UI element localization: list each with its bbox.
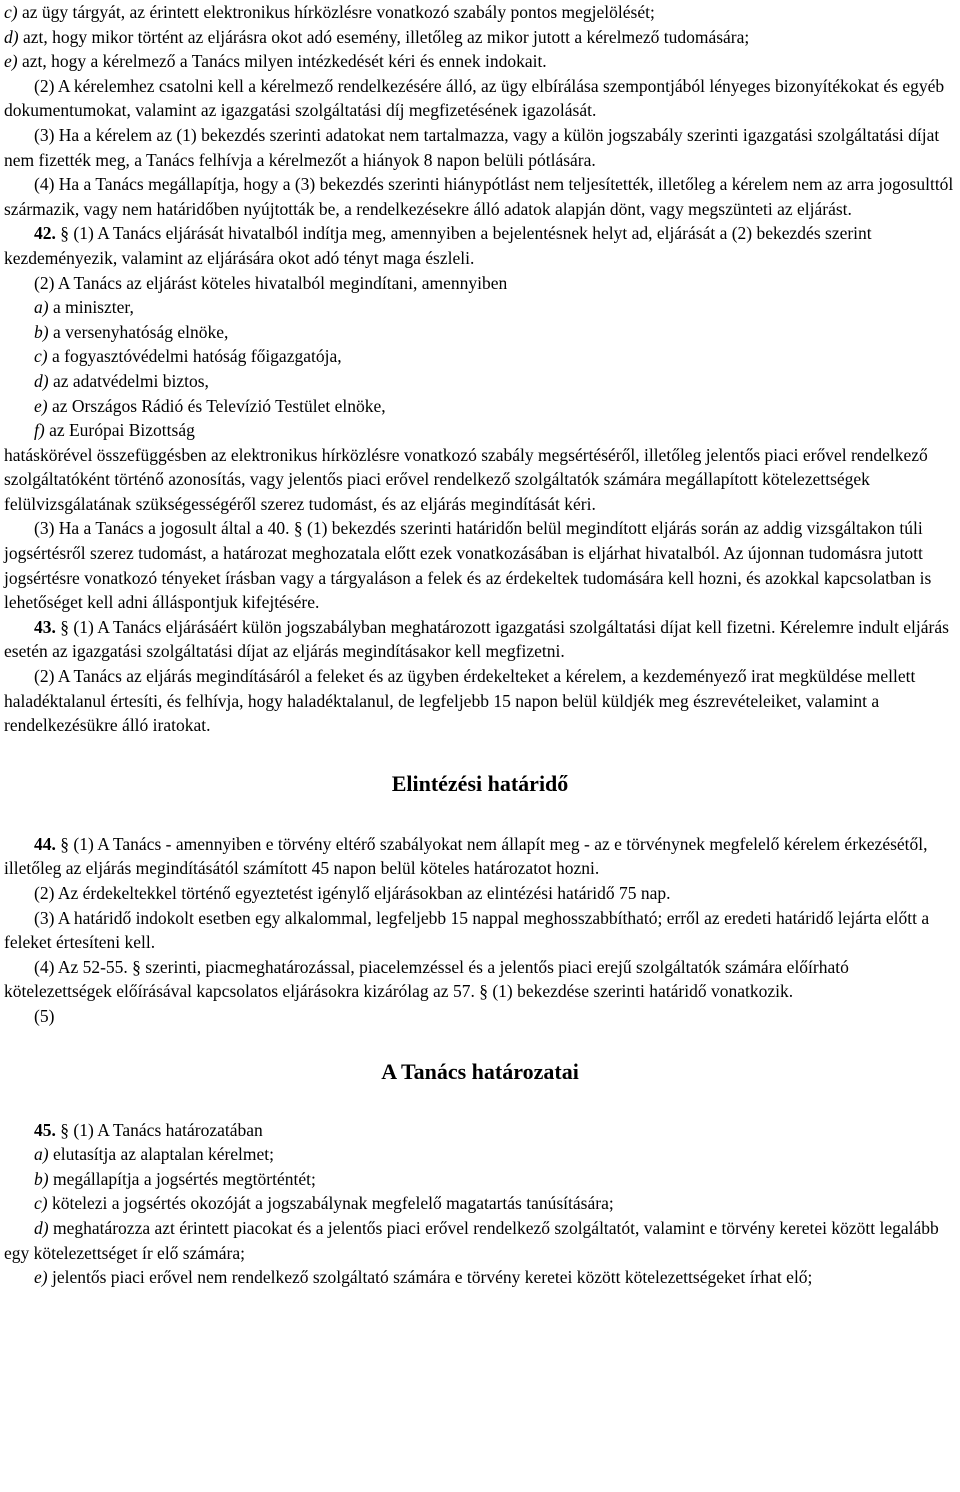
paragraph: (2) A Tanács az eljárást köteles hivatalból megindítani, amennyiben	[34, 272, 508, 293]
list-letter: c)	[34, 346, 48, 367]
list-letter: e)	[34, 395, 48, 416]
list-letter: c)	[4, 2, 18, 22]
list-letter: d)	[4, 26, 19, 47]
paragraph: (3) Ha a kérelem az (1) bekezdés szerinti adatokat nem tartalmazza, vagy a külön jogszabály szerinti igazgatási szolgáltatási díjat nem fizették meg, a Tanács felhívja a kérelmezőt a hiányok 8 napon belüli pótlására.	[4, 124, 940, 170]
paragraph: (2) Az érdekeltekkel történő egyeztetést igénylő eljárásokban az elintézési határidő 75 nap.	[34, 883, 671, 903]
paragraph: (4) Az 52-55. § szerinti, piacmeghatározással, piacelemzéssel és a jelentős piaci erejű szolgáltatók számára előírható kötelezettségek előírásával kapcsolatos eljárásokra kizárólag az 57. § (1) bekezdése szerinti határidő vonatkozik.	[4, 956, 849, 1002]
list-item-d	[4, 25, 956, 50]
list-text: azt, hogy mikor történt az eljárásra okot adó esemény, illetőleg az mikor jutott a kérelmező tudomására;	[22, 26, 750, 47]
list-letter: f)	[34, 420, 45, 441]
list-item-e: e) az Országos Rádió és Televízió Testület elnöke,	[34, 395, 386, 416]
list-letter: c)	[34, 1193, 48, 1214]
list-letter: b)	[34, 321, 49, 342]
section-heading: Elintézési határidő	[391, 770, 569, 796]
list-item-d: d) meghatározza azt érintett piacokat és a jelentős piaci erővel rendelkező szolgáltatót, valamint e törvény keretei között legalább egy kötelezettséget ír elő számára;	[4, 1217, 939, 1263]
list-item-c: c) a fogyasztóvédelmi hatóság főigazgatója,	[34, 346, 342, 367]
list-letter: e)	[34, 1267, 48, 1288]
list-item-e: e) jelentős piaci erővel nem rendelkező szolgáltató számára e törvény keretei között kötelezettségeket írhat elő;	[34, 1267, 813, 1288]
section-44: 44. § (1) A Tanács - amennyiben e törvény eltérő szabályokat nem állapít meg - az e törvénynek megfelelő kérelem érkezésétől, illetőleg az eljárás megindításától számított 45 napon belül köteles határozatot hozni.	[4, 833, 928, 879]
list-item-e	[4, 49, 956, 74]
paragraph: (2) A Tanács az eljárás megindításáról a feleket és az ügyben érdekelteket a kérelem, a kezdeményező irat megküldése mellett haladéktalanul értesíti, és felhívja, hogy haladéktalanul, de legfeljebb 15 napon belül küldjék meg észrevételeiket, valamint a rendelkezésükre álló iratokat.	[4, 666, 916, 736]
list-item-f: f) az Európai Bizottság	[34, 420, 195, 441]
list-text: azt, hogy a kérelmező a Tanács milyen intézkedését kéri és ennek indokait.	[21, 51, 547, 72]
list-letter: a)	[34, 1144, 49, 1165]
section-number: 45.	[34, 1119, 56, 1140]
list-text: az ügy tárgyát, az érintett elektronikus hírközlésre vonatkozó szabály pontos megjelölését;	[21, 2, 655, 22]
list-letter: d)	[34, 1217, 49, 1238]
paragraph: hatáskörével összefüggésben az elektronikus hírközlésre vonatkozó szabály megsértéséről, illetőleg jelentős piaci erővel rendelkező szolgáltatóként történő azonosítás, vagy jelentős piaci erővel rendelkező szolgáltatók számára megállapított kötelezettségek felülvizsgálatának szükségességéről szerez tudomást, és az eljárás megindítását kéri.	[4, 444, 928, 514]
list-item-b: b) megállapítja a jogsértés megtörténtét;	[34, 1168, 316, 1189]
list-item-c: c) kötelezi a jogsértés okozóját a jogszabálynak megfelelő magatartás tanúsítására;	[34, 1193, 614, 1214]
paragraph: (2) A kérelemhez csatolni kell a kérelmező rendelkezésére álló, az ügy elbírálása szempontjából lényeges bizonyítékokat és egyéb dokumentumokat, valamint az igazgatási szolgáltatási díj megfizetésének igazolását.	[4, 75, 945, 121]
section-45: 45. § (1) A Tanács határozatában	[34, 1119, 263, 1140]
paragraph: (3) Ha a Tanács a jogosult által a 40. § (1) bekezdés szerinti határidőn belül megindított eljárás során az addig vizsgáltakon túli jogsértésről szerez tudomást, a határozat meghozatala előtt ezek vonatkozásában is eljárhat hivatalból. Az újonnan tudomásra jutott jogsértésre vonatkozó tényeket írásban vagy a tárgyaláson a felek és az érdekeltek tudomására kell hozni, és azokkal kapcsolatban is lehetőséget kell adni álláspontjuk kifejtésére.	[4, 518, 932, 613]
paragraph: (5)	[34, 1005, 55, 1026]
list-item-a: a) elutasítja az alaptalan kérelmet;	[34, 1144, 275, 1165]
list-letter: d)	[34, 370, 49, 391]
paragraph: (4) Ha a Tanács megállapítja, hogy a (3) bekezdés szerinti hiánypótlást nem teljesítették, illetőleg a kérelem nem az arra jogosulttól származik, vagy nem határidőben nyújtották be, a rendelkezésekre álló adatok alapján dönt, vagy megszünteti az eljárást.	[4, 174, 954, 219]
list-letter: b)	[34, 1168, 49, 1189]
list-item-d: d) az adatvédelmi biztos,	[34, 370, 209, 391]
section-heading: A Tanács határozatai	[381, 1058, 579, 1084]
section-42: 42. § (1) A Tanács eljárását hivatalból indítja meg, amennyiben a bejelentésnek helyt ad, eljárását a (2) bekezdés szerint kezdeményezik, valamint az eljárására okot adó tényt maga észleli.	[4, 223, 872, 268]
list-letter: a)	[34, 297, 49, 318]
list-letter: e)	[4, 51, 18, 72]
section-number: 44.	[34, 833, 56, 854]
paragraph: (3) A határidő indokolt esetben egy alkalommal, legfeljebb 15 nappal meghosszabbítható; erről az eredeti határidő lejárta előtt a feleket értesíteni kell.	[4, 907, 930, 953]
section-number: 43.	[34, 616, 56, 637]
list-item-b: b) a versenyhatóság elnöke,	[34, 321, 229, 342]
list-item-a: a) a miniszter,	[34, 297, 134, 318]
section-43: 43. § (1) A Tanács eljárásáért külön jogszabályban meghatározott igazgatási szolgáltatási díjat kell fizetni. Kérelemre indult eljárás esetén az igazgatási szolgáltatási díjat az eljárás megindításakor kell megfizetni.	[4, 616, 949, 662]
section-number: 42.	[34, 223, 56, 244]
list-item-c	[4, 0, 956, 25]
